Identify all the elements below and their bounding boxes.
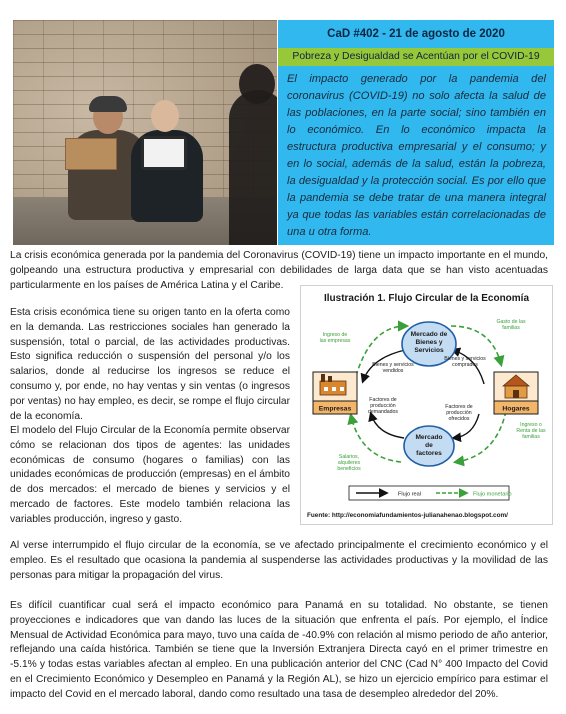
- label-goods-sold-2: vendidos: [382, 368, 404, 374]
- label-household-income-1: Ingreso o: [520, 422, 542, 428]
- paragraph-1: La crisis económica generada por la pandemia del Coronavirus (COVID-19) tiene un impacto importante en el mundo, golpeando una estructura productiva y empresarial con debilidades de larga data que se han visto acentuadas particularmente en los países de América Latina y el Caribe.: [10, 250, 548, 291]
- circular-flow-figure: [300, 285, 553, 525]
- label-wages-3: beneficios: [337, 466, 361, 472]
- node-firms: [313, 372, 357, 414]
- goods-market-label-1: Mercado de: [410, 331, 448, 338]
- figure-title: Ilustración 1. Flujo Circular de la Economía: [323, 293, 530, 304]
- label-goods-sold-1: Bienes y servicios: [372, 362, 414, 368]
- tablet-device: [141, 136, 187, 170]
- label-household-income-3: familias: [522, 434, 540, 440]
- label-goods-bought-2: comprados: [452, 362, 478, 368]
- label-goods-bought-1: Bienes y servicios: [444, 356, 486, 362]
- legend-monetary-label: Flujo monetario: [473, 491, 512, 498]
- real-arrow-factors-to-firms: [371, 414, 404, 438]
- paragraph-3: El modelo del Flujo Circular de la Economía permite observar cómo se relacionan dos tipos de agentes: las unidades económicas de consumo (hogares o familias) con las unidades económicas de producción (empresas) en el ámbito de dos mercados: el mercado de bienes y servicios y el mercado de factores. Este modelo también relaciona las variables producción, ingreso y gasto.: [10, 425, 290, 525]
- header-box: [278, 20, 554, 245]
- article-lead: El impacto generado por la pandemia del coronavirus (COVID-19) no solo afecta la salud de las poblaciones, en la parte social; sino también en lo económico. En lo económico impacta la estructura productiva empresarial y el consumo; y en lo social, además de la salud, están la pobreza, la desigualdad y la protección social. Es por ello que la pandemia se debe tratar de una manera integral ya que todas las variables están correlacionadas de una u otra forma.: [287, 73, 546, 238]
- article-title: Pobreza y Desigualdad se Acentúan por el COVID-19: [278, 48, 554, 66]
- label-factors-demanded-1: Factores de: [369, 397, 397, 403]
- issue-date-line: CaD #402 - 21 de agosto de 2020: [327, 28, 505, 40]
- factors-market-label-2: de: [425, 442, 433, 449]
- foreground-figure: [229, 90, 277, 245]
- label-factors-offered-3: ofrecidos: [448, 416, 470, 422]
- person-suit-head: [151, 100, 179, 132]
- label-factors-offered-2: producción: [446, 410, 472, 416]
- label-firm-income-2: las empresas: [319, 338, 351, 344]
- circular-flow-diagram: [301, 286, 554, 508]
- label-factors-demanded-3: demandados: [368, 409, 398, 415]
- paragraph-4: Al verse interrumpido el flujo circular de la economía, se ve afectado principalmente el crecimiento económico y el empleo. Es el resultado que ocasiona la pandemia al suspenderse las actividades productivas y la movilidad de las personas para mitigar la propagación del virus.: [10, 540, 548, 581]
- paragraph-2: Esta crisis económica tiene su origen tanto en la oferta como en la demanda. Las restricciones sociales han generado la suspensión, total o parcial, de las actividades productivas. Esto significa reducción o suspensión del personal y/o los salarios, donde al reducirse los ingresos se reduce el consumo y, por ende, no hay ventas y sin ventas (o ingresos por ventas) no hay empleo, es decir, se rompe el flujo circular de la economía.: [10, 307, 290, 422]
- label-household-spending-2: familias: [502, 325, 520, 331]
- label-household-spending-1: Gasto de las: [496, 319, 526, 325]
- label-wages-2: alquileres: [337, 460, 361, 466]
- factors-market-label-1: Mercado: [415, 434, 443, 441]
- firms-label: Empresas: [318, 405, 352, 413]
- legend-real-label: Flujo real: [398, 491, 422, 498]
- label-wages-1: Salarios,: [338, 454, 360, 460]
- header-photo: [13, 20, 277, 245]
- goods-market-label-2: Bienes y: [415, 339, 443, 346]
- label-household-income-2: Renta de las: [516, 428, 546, 434]
- figure-source: Fuente: http://economiafundamientos-julianahenao.blogspot.com/: [307, 512, 508, 519]
- label-firm-income-1: Ingreso de: [322, 332, 348, 338]
- person-elderly-hat: [89, 96, 127, 112]
- node-households: [494, 372, 538, 414]
- households-label: Hogares: [502, 405, 530, 413]
- figure-legend: [349, 486, 512, 500]
- paragraph-5: Es difícil cuantificar cual será el impacto económico para Panamá en su totalidad. No obstante, se tienen proyecciones e indicadores que van dando las luces de la situación que enfrenta el país. Por ejemplo, el Índice Mensual de Actividad Económica para mayo, tuvo una caída de -40.9% con relación al mismo periodo de año anterior, reflejando una caída histórica. También se tiene que la Inversión Extranjera Directa cayó en el primer trimestre en -5.1% y todas estas variables afectan al empleo. En una publicación anterior del CNC (Cad N° 400 Impacto del Covid en el Crecimiento Económico y Desempleo en Panamá y la Región AL), se hizo un ejercicio empírico para estimar el impacto del Covid en el mercado laboral, dando como resultado una tasa de desempleo alrededor del 20%.: [10, 600, 548, 700]
- cardboard-sign: [65, 138, 117, 170]
- label-factors-offered-1: Factores de: [445, 404, 473, 410]
- label-factors-demanded-2: producción: [370, 403, 396, 409]
- goods-market-label-3: Servicios: [414, 347, 444, 354]
- factors-market-label-3: factores: [416, 450, 442, 457]
